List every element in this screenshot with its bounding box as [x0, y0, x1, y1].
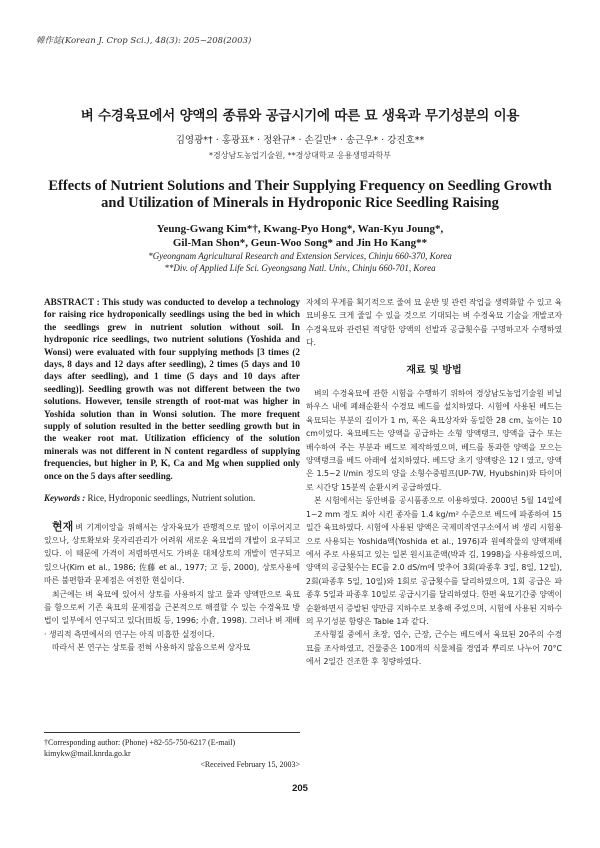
korean-affiliation: *경상남도농업기술원, **경상대학교 응용생명과학부	[209, 151, 391, 160]
methods-paragraph: 조사형질 중에서 초장, 엽수, 근장, 근수는 베드에서 육묘된 20주의 수경묘를 조사하였고, 건물중은 100개의 식물체를 경엽과 뿌리로 나누어 70°C에서 2일간 건조한 후 칭량하였다.	[306, 630, 562, 667]
english-title	[40, 178, 560, 212]
section-heading: 재료 및 방법	[406, 364, 462, 376]
footnote-received-date: <Received February 15, 2003>	[200, 760, 300, 769]
keywords-label: Keywords :	[44, 493, 86, 504]
english-title-line: and Utilization of Minerals in Hydroponic Rice Seedling Raising	[101, 195, 499, 211]
intro-paragraph: 최근에는 벼 육묘에 있어서 상토를 사용하지 않고 물과 양액만으로 육묘를 함으로써 기존 육묘의 문제점을 근본적으로 해결할 수 있는 수경육묘 방법이 일부에서 연구되고 있다(田坂 등, 1996; 小倉, 1998). 그러나 벼 재배 · 생리적 측면에서의 연구는 아직 미흡한 실정이다.	[44, 589, 300, 639]
abstract: ABSTRACT : This study was conducted to develop a technology for raising rice hydroponically seedlings using the bed in which the seedlings grew in nutrient solution without soil. In hydroponic rice seedlings, two nutrient solutions (Yoshida and Wonsi) were evaluated with four supplying methods [3 times (2 days, 8 days and 12 days after seedling), 2 times (5 days and 10 days after seedling), and 1 time (5 days and 10 days after seedling)]. Seedling growth was not different between the two solutions. However, tensile strength of root-mat was higher in Yoshida solution than in Wonsi solution. The more frequent supply of solution resulted in the better seedling growth but in the weaker root mat. Utilization efficiency of the solution minerals was not different in N content regardless of supplying frequencies, but higher in P, K, Ca and Mg when supplied only once on the 5 days after seedling.	[44, 297, 300, 481]
english-affiliation-line: *Gyeongnam Agricultural Research and Extension Services, Chinju 660-370, Korea	[148, 251, 452, 261]
english-authors-line: Yeung-Gwang Kim*†, Kwang-Pyo Hong*, Wan-Kyu Joung*,	[156, 223, 444, 235]
intro-first-char: 현재	[52, 519, 74, 533]
intro-paragraph: 따라서 본 연구는 상토를 전혀 사용하지 않음으로써 상자묘	[52, 643, 251, 653]
page-number: 205	[292, 783, 308, 794]
keywords-text: Rice, Hydroponic seedlings, Nutrient solution.	[87, 493, 256, 504]
methods-paragraph: 벼의 수경육묘에 관한 시험을 수행하기 위하여 경상남도농업기술원 비닐하우스 내에 폐쇄순환식 수경묘 베드를 설치하였다. 시험에 사용된 베드는 육묘되는 부분의 길이가 1 m, 폭은 육묘상자와 동일한 28 cm, 높이는 10 cm이었다. 육묘베드는 양액을 공급하는 소형 양액탱크, 양액을 급수 또는 배수하여 주는 부분과 베드로 제작하였으며, 베드를 통과한 양액을 모으는 양액탱크를 베드 아래에 설치하였다. 베드당 초기 양액량은 12 l 였고, 양액은 1.5~2 l/min 정도의 양을 소형수중펌프(UP-7W, Hyubshin)와 타이머로 시간당 15분씩 순환시켜 공급하였다.	[306, 389, 562, 492]
intro-paragraph	[44, 520, 300, 588]
footnote	[44, 732, 300, 770]
footnote-corresponding-author: †Corresponding author: (Phone) +82-55-750-6217 (E-mail) kimykw@mail.knrda.go.kr	[44, 738, 236, 758]
english-affiliation	[0, 250, 600, 274]
methods-paragraph: 본 시험에서는 동안벼를 공시품종으로 이용하였다. 2000년 5월 14일에 1~2 mm 정도 최아 시킨 종자를 1.4 kg/m² 수준으로 베드에 파종하여 15일간 육묘하였다. 시험에 사용된 양액은 국제미작연구소에서 벼 생리 시험용으로 사용되는 Yoshida액(Yoshida et al., 1976)과 원예작물의 양액재배에서 주로 사용되고 있는 일본 원시표준액(박과 김, 1998)을 사용하였으며, 양액의 공급횟수는 EC를 2.0 dS/m에 맞추어 3회(파종후 3일, 8일, 12일), 2회(파종후 5일, 10일)와 1회로 공급횟수를 달리하였으며, 1회 공급은 파종후 5일과 파종후 10일로 공급시기를 달리하였다. 한편 육묘기간중 양액이 순환하면서 증발된 양만큼 지하수로 보충해 주었으며, 시험에 사용된 지하수의 무기성분 함량은 Table 1과 같다.	[306, 496, 562, 626]
intro-text: 벼 기계이앙을 위해서는 상자육묘가 관행적으로 많이 이루어지고 있으나, 상토확보와 못자리관리가 어려워 새로운 육묘법의 개발이 요구되고 있다. 이 때문에 가격이 저렴하면서도 가벼운 대체상토의 개발이 연구되고 있으나(Kim et al., 1986; 佐藤 et al., 1977; 고 등, 2000), 상토사용에 따른 불편함과 문제점은 여전한 현실이다.	[44, 522, 300, 586]
english-title-line: Effects of Nutrient Solutions and Their Supplying Frequency on Seedling Growth	[48, 178, 552, 194]
korean-authors: 김영광*† · 홍광표* · 정완규* · 손길만* · 송근우* · 강진호**	[175, 135, 425, 146]
left-column	[44, 296, 300, 655]
english-authors-line: Gil-Man Shon*, Geun-Woo Song* and Jin Ho Kang**	[172, 237, 428, 249]
right-paragraph: 자체의 무게를 획기적으로 줄여 묘 운반 및 관련 작업을 생력화할 수 있고 육묘비용도 크게 줄일 수 있을 것으로 기대되는 벼 수경육묘 기술을 개발코자 수경육묘와 관련된 적당한 양액의 선발과 공급횟수를 구명하고자 수행하였다.	[306, 298, 562, 348]
right-column	[306, 296, 562, 669]
english-affiliation-line: **Div. of Applied Life Sci. Gyeongsang Natl. Univ., Chinju 660-701, Korea	[164, 263, 436, 273]
keywords	[44, 492, 300, 505]
journal-citation: 韓作誌(Korean J. Crop Sci.), 48(3): 205~208(2003)	[36, 36, 252, 46]
english-authors	[0, 222, 600, 250]
korean-title: 벼 수경육묘에서 양액의 종류와 공급시기에 따른 묘 생육과 무기성분의 이용	[80, 108, 520, 124]
